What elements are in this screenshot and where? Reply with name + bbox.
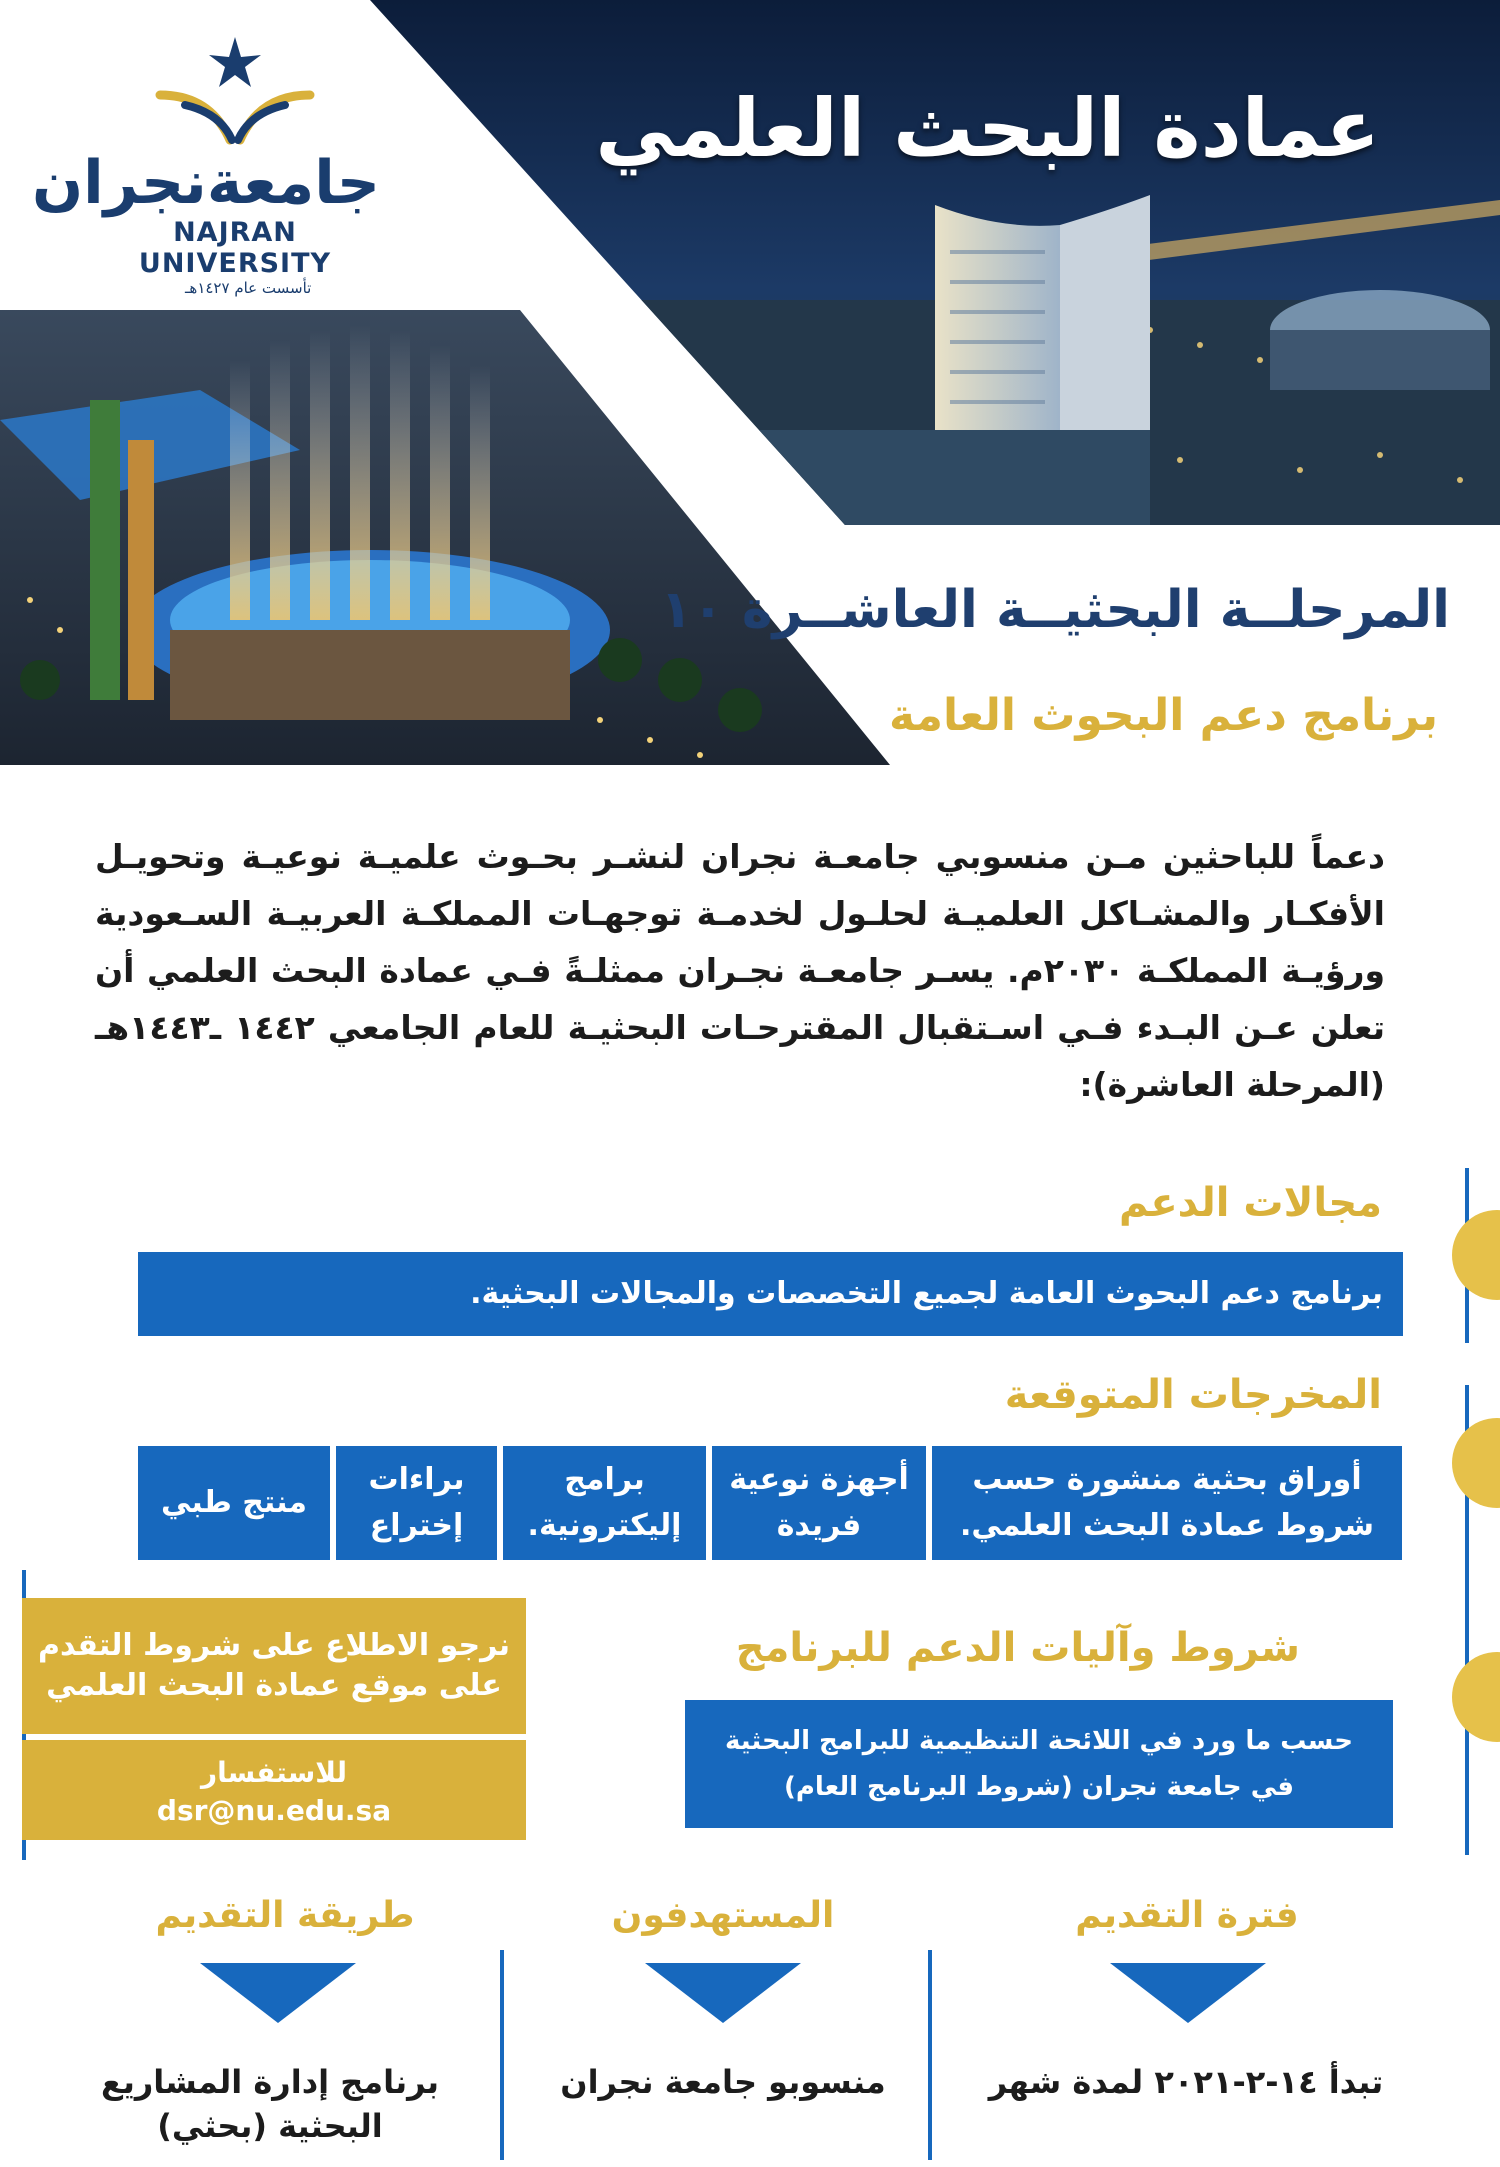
output-item-medical: منتج طبي xyxy=(138,1446,330,1560)
university-logo xyxy=(31,35,380,297)
output-item-papers: أوراق بحثية منشورة حسب شروط عمادة البحث العلمي. xyxy=(932,1446,1402,1560)
output-item-devices: أجهزة نوعية فريدة xyxy=(712,1446,926,1560)
logo-name-ar: جامعةنجران xyxy=(31,148,380,218)
output-item-software: برامج إليكترونية. xyxy=(503,1446,706,1560)
conditions-box: حسب ما ورد في اللائحة التنظيمية للبرامج البحثية في جامعة نجران (شروط البرنامج العام) xyxy=(685,1700,1393,1828)
conditions-heading: شروط وآليات الدعم للبرنامج xyxy=(735,1625,1300,1671)
col-arrow-period-icon xyxy=(1110,1963,1266,2023)
logo-emblem-icon xyxy=(90,35,380,145)
campus-fountain-image xyxy=(0,300,900,770)
intro-paragraph: دعماً للباحثين مـن منسوبي جامعـة نجران لنشـر بحـوث علميـة نوعيـة وتحويـل الأفكـار والمشـاكل العلميـة لحلـول لخدمـة توجهـات المملكـة العربيـة السـعودية ورؤيـة المملكـة ٢٠٣٠م. يسـر جامعـة نجـران ممثلـةً فـي عمادة البحث العلمي أن تعلن عـن البـدء فـي اسـتقبال المقترحـات البحثيـة للعام الجامعي ١٤٤٢ ـ١٤٤٣هـ (المرحلة العاشرة): xyxy=(95,837,1385,1104)
deanship-title: عمادة البحث العلمي xyxy=(595,82,1380,175)
col-heading-period: فترة التقديم xyxy=(1075,1895,1299,1936)
outputs-heading: المخرجات المتوقعة xyxy=(1004,1372,1382,1418)
col-arrow-target-icon xyxy=(645,1963,801,2023)
col-divider-1 xyxy=(928,1950,932,2160)
col-divider-2 xyxy=(500,1950,504,2160)
timeline-dot-3 xyxy=(1452,1652,1500,1742)
timeline-dot-2 xyxy=(1452,1418,1500,1508)
program-title: برنامج دعم البحوث العامة xyxy=(889,690,1438,741)
col-heading-method: طريقة التقديم xyxy=(155,1895,415,1936)
terms-note-box: نرجو الاطلاع على شروط التقدم على موقع عمادة البحث العلمي xyxy=(22,1598,526,1734)
support-fields-heading: مجالات الدعم xyxy=(1118,1180,1382,1226)
col-heading-target: المستهدفون xyxy=(611,1895,835,1936)
phase-title: المرحلــة البحثيــة العاشــرة ١٠ xyxy=(660,580,1450,640)
col-arrow-method-icon xyxy=(200,1963,356,2023)
col-value-period: تبدأ ١٤-٢-٢٠٢١ لمدة شهر xyxy=(988,2063,1384,2101)
contact-label: للاستفسار xyxy=(200,1756,347,1789)
col-value-method: برنامج إدارة المشاريع البحثية (بحثي) xyxy=(100,2063,440,2145)
col-value-target: منسوبو جامعة نجران xyxy=(560,2063,886,2101)
logo-name-en: NAJRAN UNIVERSITY xyxy=(138,217,332,279)
support-fields-bar: برنامج دعم البحوث العامة لجميع التخصصات والمجالات البحثية. xyxy=(138,1252,1403,1336)
timeline-dot-1 xyxy=(1452,1210,1500,1300)
contact-email[interactable]: dsr@nu.edu.sa xyxy=(156,1794,392,1827)
output-item-patents: براءات إختراع xyxy=(336,1446,497,1560)
contact-box xyxy=(22,1740,526,1840)
logo-established: تأسست عام ١٤٢٧هـ xyxy=(185,279,312,297)
